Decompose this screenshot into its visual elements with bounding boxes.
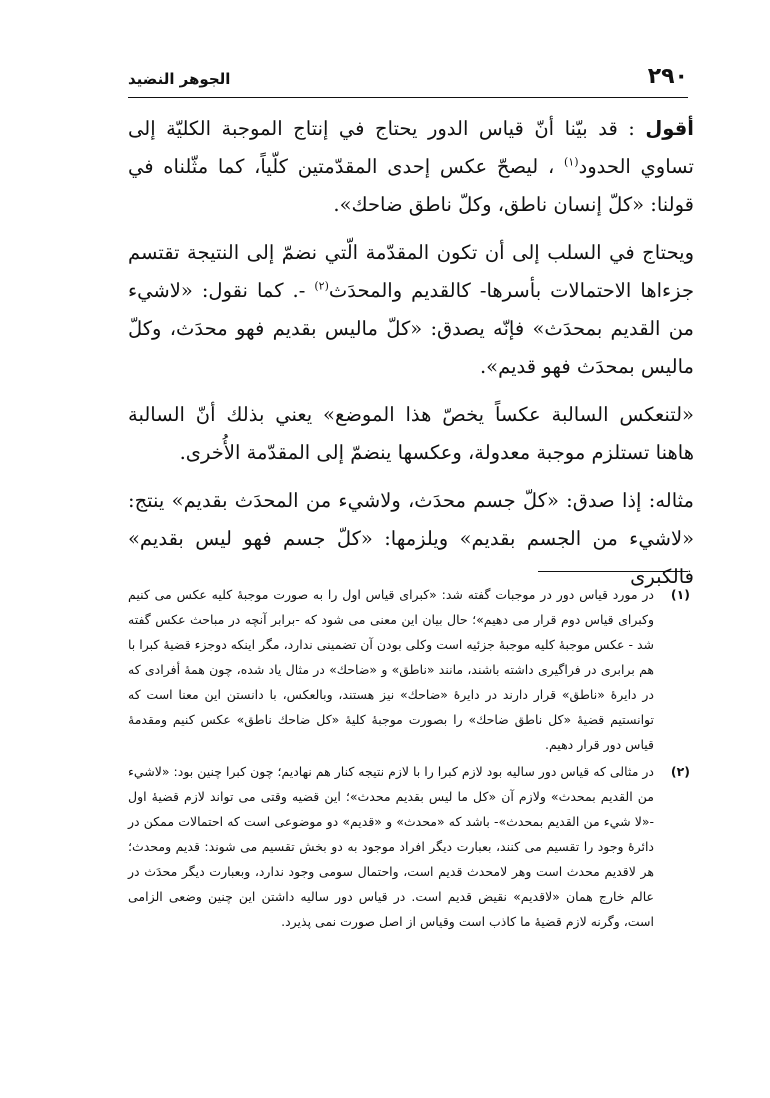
paragraph-1-text-b: ، ليصحّ عكس إحدى المقدّمتين كلّياً، كما مثّلناه في قولنا: «كلّ إنسان ناطق، وكلّ ناطق ضاحك». xyxy=(128,155,694,216)
header-rule xyxy=(128,97,688,98)
main-text xyxy=(128,110,694,606)
footnote-2 xyxy=(128,759,690,934)
footnotes xyxy=(128,582,690,936)
running-header xyxy=(128,64,688,96)
paragraph-1-text-a: : قد بيّنا أنّ قياس الدور يحتاج في إنتاج الموجبة الكليّة إلى تساوي الحدود xyxy=(128,117,694,178)
footnote-number: (٢) xyxy=(670,764,690,779)
footnote-text: در مورد قياس دور در موجبات گفته شد: «كبراى قياس اول را به صورت موجبهٔ كليه عكس مى كنيم وكبراى قياس دوم قرار مى دهيم»؛ حال بيان اين معنى مى شود كه -برابر آنچه در مباحث عكس گفته شد - عكس موجبهٔ كليه موجبهٔ جزئيه است وكلى بودن آن تضمينى ندارد، مگر اينكه دوجزء قضيهٔ كبرا با هم برابرى در فراگيرى داشته باشند، مانند «ناطق» و «ضاحك» در مثال ياد شده، چون همهٔ أفرادى كه در دايرهٔ «ناطق» قرار دارند در دايرهٔ «ضاحك» نيز هستند، وبالعكس، با دانستن اين معنا است كه توانستيم قضيهٔ «كل ناطق ضاحك» را بصورت موجبهٔ كليهٔ «كل ضاحك ناطق» عكس كنيم ومقدمهٔ قياس دور قرار دهيم. xyxy=(128,587,654,752)
paragraph-3: «لتنعكس السالبة عكساً يخصّ هذا الموضع» يعني بذلك أنّ السالبة هاهنا تستلزم موجبة معدولة، وعكسها ينضمّ إلى المقدّمة الأُخرى. xyxy=(128,403,694,464)
paragraph-lead-word: أقول xyxy=(645,117,694,140)
footnote-1 xyxy=(128,582,690,757)
paragraph-4: مثاله: إذا صدق: «كلّ جسم محدَث، ولاشيء من المحدَث بقديم» ينتج: «لاشيء من الجسم بقديم» ويلزمها: «كلّ جسم فهو ليس بقديم» فالكبرى xyxy=(128,489,694,588)
paragraph-2 xyxy=(128,234,694,386)
footnote-number: (١) xyxy=(670,587,690,602)
footnote-text: در مثالى كه قياس دور ساليه بود لازم كبرا را با لازم نتيجه كنار هم نهاديم؛ چون كبرا چنين بود: «لاشيء من القديم بمحدث» ولازم آن «كل ما ليس بقديم محدث»؛ اين قضيه وقتى مى تواند لازم قضيهٔ اول -«لا شيء من القديم بمحدث»- باشد كه «محدث» و «قديم» دو موضوعى است كه احتمالات ممكن در دائرهٔ وجود را تقسيم مى كنند، بعبارت ديگر افراد موجود به دو بخش تقسيم مى شوند: قديم ومحدث؛ هر لاقديم محدث است وهر لامحدث قديم است، واحتمال سومى وجود ندارد، وبعبارت ديگر محدَث در عالم خارج همان «لاقديم» نقيض قديم است. در قياس دور ساليه داشتن اين چنين وضعى الزامى است، وگرنه لازم قضيهٔ ما كاذب است وقياس از اصل صورت نمى پذيرد. xyxy=(128,764,654,929)
footnote-separator xyxy=(538,571,688,572)
paragraph-2-text-b: -. كما نقول: «لاشيء من القديم بمحدَث» فإنّه يصدق: «كلّ ماليس بقديم فهو محدَث، وكلّ ماليس بمحدَث فهو قديم». xyxy=(128,279,694,378)
footnote-ref-1: (١) xyxy=(564,155,579,169)
footnote-ref-2: (٢) xyxy=(314,279,329,293)
paragraph-2-text-a: ويحتاج في السلب إلى أن تكون المقدّمة الّتي نضمّ إلى النتيجة تقتسم جزءاها الاحتمالات بأسرها- كالقديم والمحدَث xyxy=(128,241,694,302)
book-title: الجوهر النضيد xyxy=(128,70,231,88)
paragraph-1 xyxy=(128,110,694,224)
page-number: ٢٩٠ xyxy=(647,64,688,89)
